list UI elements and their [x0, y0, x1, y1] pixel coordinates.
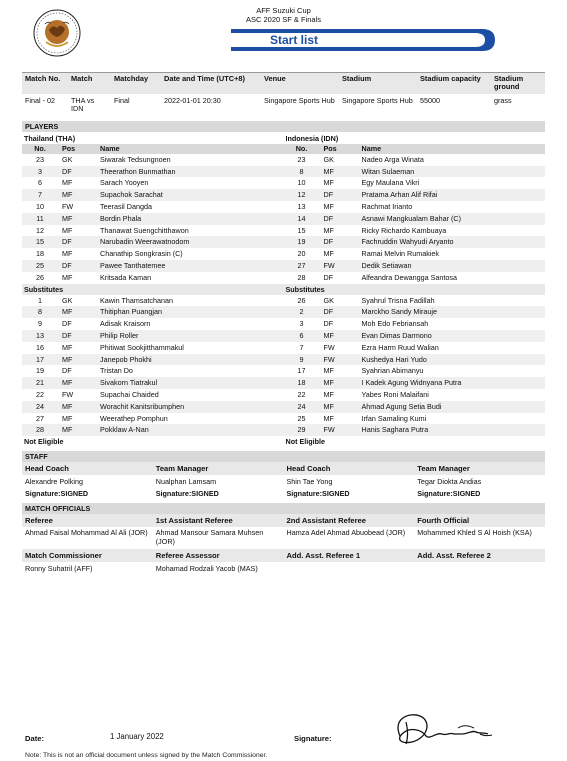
- player-number: 6: [299, 330, 304, 340]
- header-capacity: Stadium capacity: [417, 73, 491, 94]
- player-row: [284, 330, 546, 342]
- player-number: 16: [36, 342, 44, 352]
- player-name: Thanawat Suengchitthawon: [100, 225, 189, 235]
- staff-signature: [414, 487, 545, 500]
- player-number: 8: [299, 166, 304, 176]
- signature-value: SIGNED: [60, 489, 89, 499]
- player-position: GK: [323, 154, 334, 164]
- player-name: Weerathep Pomphun: [100, 413, 168, 423]
- player-position: DF: [62, 237, 72, 247]
- player-name: I Kadek Agung Widnyana Putra: [361, 378, 462, 388]
- staff-name: Shin Tae Yong: [286, 477, 333, 487]
- official-role: Fourth Official: [414, 514, 545, 527]
- player-name: Ramai Melvin Rumakiek: [361, 249, 439, 259]
- competition-name: AFF Suzuki Cup: [256, 6, 311, 15]
- team-name: Thailand (THA): [24, 133, 76, 143]
- date-label: Date:: [25, 734, 44, 743]
- header-match: Match: [68, 73, 111, 94]
- match-no: Final - 02: [25, 95, 55, 105]
- player-row: [284, 306, 546, 318]
- staff-signature: [22, 487, 153, 500]
- player-row: [22, 225, 284, 237]
- player-position: MF: [62, 378, 73, 388]
- player-name: Ahmad Agung Setia Budi: [361, 401, 442, 411]
- signature-label: Signature:: [417, 489, 453, 499]
- player-position: DF: [62, 166, 72, 176]
- player-row: [22, 354, 284, 366]
- player-position: FW: [323, 260, 335, 270]
- handwritten-signature: [362, 710, 512, 750]
- substitutes-label: Substitutes: [284, 284, 546, 295]
- document-footer: [22, 716, 545, 759]
- player-number: 14: [297, 213, 306, 223]
- player-position: MF: [323, 178, 334, 188]
- team-home: [22, 133, 284, 448]
- staff-name: Tegar Diokta Andias: [417, 477, 482, 487]
- player-row: [284, 248, 546, 260]
- player-name: Witan Sulaeman: [361, 166, 415, 176]
- signature-label: Signature:: [155, 489, 192, 499]
- player-name: Sarach Yooyen: [100, 178, 149, 188]
- signature-value: SIGNED: [452, 489, 481, 499]
- player-position: DF: [323, 190, 334, 200]
- player-name: Sivakorn Tiatrakul: [100, 378, 158, 388]
- official-name: [284, 562, 415, 575]
- player-number: 3: [299, 319, 304, 329]
- player-row: [22, 424, 284, 436]
- player-number: 26: [36, 272, 44, 282]
- column-no: No.: [34, 143, 46, 153]
- ground: grass: [494, 95, 512, 105]
- player-row: [284, 201, 546, 213]
- player-name: Kawin Thamsatchanan: [100, 295, 173, 305]
- not-eligible-label: Not Eligible: [285, 437, 326, 447]
- player-number: 26: [297, 295, 306, 305]
- column-no: No.: [295, 143, 308, 153]
- official-role: 2nd Assistant Referee: [284, 514, 415, 527]
- player-position: MF: [62, 213, 73, 223]
- player-name: Nadeo Arga Winata: [361, 154, 424, 164]
- player-name: Dedik Setiawan: [361, 260, 412, 270]
- player-row: [284, 260, 546, 272]
- player-number: 9: [299, 354, 304, 364]
- staff-grid: [22, 462, 545, 500]
- player-position: MF: [323, 413, 334, 423]
- player-row: [22, 272, 284, 284]
- player-number: 27: [297, 260, 306, 270]
- player-row: [284, 213, 546, 225]
- match-data-row: [22, 94, 545, 118]
- player-name: Alfeandra Dewangga Santosa: [361, 272, 458, 282]
- player-name: Supachok Sarachat: [100, 190, 163, 200]
- official-role: Add. Asst. Referee 1: [284, 549, 415, 562]
- player-name: Asnawi Mangkualam Bahar (C): [361, 213, 461, 223]
- player-row: [22, 260, 284, 272]
- officials-grid: [22, 514, 545, 575]
- player-number: 8: [38, 307, 42, 317]
- column-pos: Pos: [323, 143, 337, 153]
- column-header-row: [22, 144, 284, 154]
- player-row: [284, 424, 546, 436]
- player-row: [22, 389, 284, 401]
- signature-label: Signature:: [286, 489, 323, 499]
- player-number: 17: [36, 354, 44, 364]
- date-value: 1 January 2022: [110, 732, 164, 741]
- player-name: Adisak Kraisorn: [100, 319, 151, 329]
- player-position: MF: [62, 401, 73, 411]
- header-match-no: Match No.: [22, 73, 68, 94]
- staff-header: Team Manager: [153, 462, 284, 475]
- official-role: Referee: [22, 514, 153, 527]
- player-row: [22, 154, 284, 166]
- header-stadium: Stadium: [339, 73, 417, 94]
- player-position: MF: [62, 425, 73, 435]
- player-position: FW: [323, 342, 335, 352]
- player-name: Philip Roller: [100, 330, 139, 340]
- player-number: 19: [36, 366, 44, 376]
- player-name: Egy Maulana Vikri: [361, 178, 420, 188]
- player-number: 3: [38, 166, 42, 176]
- player-position: MF: [62, 413, 73, 423]
- player-position: MF: [323, 202, 334, 211]
- official-role: Add. Asst. Referee 2: [414, 549, 545, 562]
- player-number: 12: [36, 225, 44, 235]
- player-number: 2: [299, 307, 304, 317]
- player-position: MF: [323, 366, 334, 376]
- matchday: Final: [114, 95, 130, 105]
- match-teams: THA vs IDN: [71, 95, 95, 114]
- player-position: MF: [62, 272, 73, 282]
- player-number: 1: [38, 295, 42, 305]
- player-name: Hanis Saghara Putra: [361, 425, 429, 435]
- column-pos: Pos: [62, 143, 76, 153]
- player-row: [284, 154, 546, 166]
- player-number: 15: [36, 237, 44, 247]
- player-name: Bordin Phala: [100, 213, 142, 223]
- staff-header: Team Manager: [414, 462, 545, 475]
- player-name: Evan Dimas Darmono: [361, 330, 432, 340]
- player-name: Worachit Kanitsribumphen: [100, 401, 185, 411]
- player-name: Irfan Samaling Kumi: [361, 413, 427, 423]
- player-name: Fachruddin Wahyudi Aryanto: [361, 237, 454, 247]
- player-position: DF: [323, 272, 334, 282]
- player-number: 28: [297, 272, 306, 282]
- player-position: MF: [62, 225, 73, 235]
- team-name: Indonesia (IDN): [285, 133, 339, 143]
- player-number: 27: [36, 413, 44, 423]
- player-number: 10: [36, 202, 44, 211]
- player-position: MF: [62, 307, 73, 317]
- player-row: [22, 248, 284, 260]
- player-name: Rachmat Irianto: [361, 202, 413, 211]
- player-name: Teerasil Dangda: [100, 202, 152, 211]
- staff-name: Nualphan Lamsam: [155, 477, 217, 487]
- official-name: Mohammed Khled S Al Hoish (KSA): [417, 528, 532, 538]
- players-section-title: PLAYERS: [22, 121, 545, 132]
- staff-signature: [284, 487, 415, 500]
- player-position: DF: [323, 213, 334, 223]
- player-number: 23: [36, 154, 44, 164]
- official-name: Ronny Suhatril (AFF): [25, 564, 93, 574]
- player-number: 19: [297, 237, 306, 247]
- player-name: Yabes Roni Malaifani: [361, 389, 429, 399]
- player-name: Kushedya Hari Yudo: [361, 354, 427, 364]
- document-header: [22, 0, 545, 72]
- player-row: [22, 213, 284, 225]
- header-ground: Stadium ground: [491, 73, 545, 94]
- player-position: MF: [323, 389, 334, 399]
- player-row: [22, 365, 284, 377]
- official-name: Hamza Adel Ahmad Abuobead (JOR): [286, 528, 406, 538]
- player-number: 21: [36, 378, 44, 388]
- official-name: Ahmad Mansour Samara Muhsen (JOR): [155, 528, 264, 546]
- player-number: 6: [38, 178, 42, 188]
- player-position: DF: [323, 319, 334, 329]
- player-number: 25: [297, 413, 306, 423]
- player-name: Pratama Arhan Alif Rifai: [361, 190, 438, 200]
- player-row: [284, 295, 546, 307]
- not-eligible-label: Not Eligible: [24, 437, 64, 447]
- substitutes-label: Substitutes: [22, 284, 284, 295]
- player-name: Thitiphan Puangjan: [100, 307, 162, 317]
- staff-header: Head Coach: [284, 462, 415, 475]
- player-position: MF: [62, 178, 73, 188]
- date-time: 2022-01-01 20:30: [164, 95, 221, 105]
- player-name: Phitiwat Sookjitthammakul: [100, 342, 184, 352]
- player-number: 17: [297, 366, 306, 376]
- player-position: GK: [323, 295, 334, 305]
- column-name: Name: [100, 143, 120, 153]
- doc-title: Start list: [269, 33, 318, 47]
- player-row: [22, 377, 284, 389]
- player-name: Janepob Phokhi: [100, 354, 152, 364]
- player-position: MF: [323, 225, 334, 235]
- player-name: Marckho Sandy Mirauje: [361, 307, 438, 317]
- player-name: Tristan Do: [100, 366, 133, 376]
- header-venue: Venue: [261, 73, 339, 94]
- player-number: 28: [36, 425, 44, 435]
- player-row: [22, 177, 284, 189]
- header-date-time: Date and Time (UTC+8): [161, 73, 261, 94]
- player-number: 7: [38, 190, 42, 200]
- player-position: FW: [323, 425, 335, 435]
- player-row: [284, 236, 546, 248]
- player-row: [22, 318, 284, 330]
- player-position: GK: [62, 154, 73, 164]
- capacity: 55000: [420, 95, 440, 105]
- player-name: Supachai Chaided: [100, 389, 159, 399]
- player-name: Pokklaw A-Nan: [100, 425, 149, 435]
- player-row: [22, 330, 284, 342]
- player-number: 12: [297, 190, 306, 200]
- player-position: DF: [323, 237, 334, 247]
- staff-signature: [153, 487, 284, 500]
- player-position: FW: [62, 389, 74, 399]
- player-number: 9: [38, 319, 42, 329]
- player-position: GK: [62, 295, 73, 305]
- player-row: [284, 342, 546, 354]
- player-name: Moh Edo Febriansah: [361, 319, 429, 329]
- header-matchday: Matchday: [111, 73, 161, 94]
- player-number: 18: [297, 378, 306, 388]
- player-number: 22: [36, 389, 44, 399]
- player-number: 24: [36, 401, 44, 411]
- staff-name: Alexandre Polking: [25, 477, 83, 487]
- official-role: Referee Assessor: [153, 549, 284, 562]
- player-position: MF: [62, 190, 73, 200]
- player-number: 25: [36, 260, 44, 270]
- player-position: DF: [62, 260, 72, 270]
- player-number: 11: [36, 213, 44, 223]
- signature-label: Signature:: [294, 734, 332, 743]
- player-position: MF: [323, 378, 334, 388]
- player-name: Narubadin Weerawatnodom: [100, 237, 190, 247]
- player-position: MF: [323, 330, 334, 340]
- official-role: 1st Assistant Referee: [153, 514, 284, 527]
- player-position: FW: [62, 202, 74, 211]
- player-position: MF: [62, 342, 73, 352]
- player-number: 18: [36, 249, 44, 259]
- signature-label: Signature:: [25, 489, 61, 499]
- player-row: [284, 177, 546, 189]
- player-row: [284, 401, 546, 413]
- player-position: DF: [323, 307, 334, 317]
- official-role: Match Commissioner: [22, 549, 153, 562]
- player-number: 10: [297, 178, 306, 188]
- player-row: [284, 166, 546, 178]
- player-row: [284, 365, 546, 377]
- players-lists: [22, 133, 545, 448]
- player-row: [22, 189, 284, 201]
- player-name: Syahrul Trisna Fadillah: [361, 295, 435, 305]
- player-row: [22, 236, 284, 248]
- player-name: Syahrian Abimanyu: [361, 366, 424, 376]
- venue: Singapore Sports Hub: [264, 95, 335, 105]
- player-position: DF: [62, 330, 72, 340]
- staff-section-title: STAFF: [22, 451, 545, 462]
- player-row: [22, 413, 284, 425]
- player-name: Theerathon Bunmathan: [100, 166, 176, 176]
- player-position: MF: [62, 354, 73, 364]
- official-name: Ahmad Faisal Mohammad Al Ali (JOR): [25, 528, 148, 538]
- player-name: Pawee Tanthatemee: [100, 260, 166, 270]
- player-number: 20: [297, 249, 306, 259]
- player-name: Ricky Richardo Kambuaya: [361, 225, 447, 235]
- player-row: [22, 342, 284, 354]
- player-name: Ezra Harm Ruud Walian: [361, 342, 439, 352]
- player-row: [284, 318, 546, 330]
- player-position: MF: [323, 166, 334, 176]
- player-row: [22, 401, 284, 413]
- player-row: [284, 377, 546, 389]
- official-name: [414, 562, 545, 575]
- stadium: Singapore Sports Hub: [342, 95, 413, 105]
- player-row: [284, 389, 546, 401]
- player-row: [284, 225, 546, 237]
- player-row: [22, 306, 284, 318]
- competition-title: [22, 7, 545, 24]
- disclaimer-note: Note: This is not an official document unless signed by the Match Commissioner.: [25, 752, 268, 759]
- player-row: [284, 189, 546, 201]
- player-row: [22, 166, 284, 178]
- player-number: 23: [297, 154, 306, 164]
- player-number: 13: [36, 330, 44, 340]
- signature-value: SIGNED: [191, 489, 219, 499]
- player-row: [284, 272, 546, 284]
- column-header-row: [284, 144, 546, 154]
- player-number: 15: [297, 225, 306, 235]
- match-header-row: [22, 73, 545, 94]
- player-row: [284, 413, 546, 425]
- player-position: MF: [62, 249, 73, 259]
- official-name: Mohamad Rodzali Yacob (MAS): [155, 564, 258, 574]
- player-name: Chanathip Songkrasin (C): [100, 249, 183, 259]
- officials-section-title: MATCH OFFICIALS: [22, 503, 545, 514]
- team-away: [284, 133, 546, 448]
- player-number: 24: [297, 401, 306, 411]
- player-row: [22, 295, 284, 307]
- player-row: [22, 201, 284, 213]
- player-name: Kritsada Kaman: [100, 272, 152, 282]
- player-number: 29: [297, 425, 306, 435]
- player-number: 13: [297, 202, 306, 211]
- column-name: Name: [361, 143, 382, 153]
- staff-header: Head Coach: [22, 462, 153, 475]
- signature-value: SIGNED: [322, 489, 350, 499]
- player-name: Siwarak Tedsungnoen: [100, 154, 171, 164]
- player-position: FW: [323, 354, 335, 364]
- player-row: [284, 354, 546, 366]
- match-info-table: [22, 72, 545, 118]
- player-number: 22: [297, 389, 306, 399]
- player-position: MF: [323, 401, 334, 411]
- competition-edition: ASC 2020 SF & Finals: [245, 14, 322, 24]
- player-position: DF: [62, 366, 72, 376]
- player-position: MF: [323, 249, 334, 259]
- player-number: 7: [299, 342, 304, 352]
- player-position: DF: [62, 319, 72, 329]
